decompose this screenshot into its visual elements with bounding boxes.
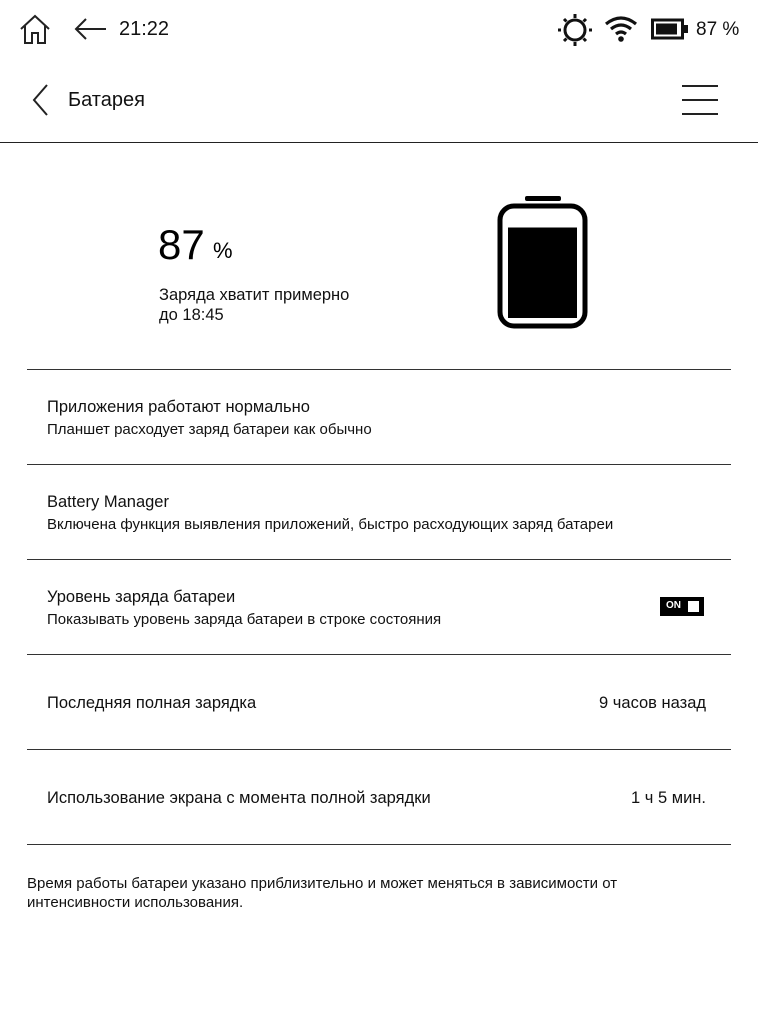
- battery-percent-value: 87: [158, 221, 205, 268]
- toggle-label: ON: [666, 600, 681, 611]
- divider: [27, 844, 731, 845]
- wifi-icon[interactable]: [603, 14, 639, 44]
- list-item-screen-usage: [27, 749, 731, 844]
- battery-manager-subtitle: Включена функция выявления приложений, быстро расходующих заряд батареи: [47, 516, 614, 533]
- menu-icon[interactable]: [680, 83, 720, 117]
- last-full-charge-value: 9 часов назад: [599, 694, 706, 712]
- large-battery-icon: [495, 194, 589, 330]
- battery-summary: [0, 143, 758, 369]
- screen-usage-value: 1 ч 5 мин.: [631, 789, 706, 807]
- clock: 21:22: [119, 18, 170, 40]
- status-bar: [0, 0, 758, 60]
- battery-level-toggle[interactable]: [660, 597, 704, 616]
- battery-estimate-line2: до 18:45: [159, 306, 224, 324]
- apps-status-subtitle: Планшет расходует заряд батареи как обычно: [47, 421, 372, 438]
- battery-level-title: Уровень заряда батареи: [47, 588, 236, 606]
- list-item-battery-manager[interactable]: [27, 464, 731, 559]
- status-battery-percent: 87 %: [696, 19, 740, 40]
- apps-status-title: Приложения работают нормально: [47, 398, 310, 416]
- toggle-knob: [688, 601, 699, 612]
- battery-manager-title: Battery Manager: [47, 493, 169, 511]
- app-bar: [0, 60, 758, 143]
- back-arrow-icon[interactable]: [74, 16, 108, 42]
- battery-percent-symbol: %: [213, 238, 233, 263]
- list-item-apps-status[interactable]: [27, 369, 731, 464]
- frontlight-icon[interactable]: [557, 11, 593, 47]
- battery-estimate-line1: Заряда хватит примерно: [159, 286, 350, 304]
- battery-level-subtitle: Показывать уровень заряда батареи в строке состояния: [47, 611, 442, 628]
- chevron-left-icon[interactable]: [28, 82, 54, 118]
- battery-estimate: [159, 285, 349, 325]
- home-icon[interactable]: [18, 13, 52, 45]
- screen-usage-title: Использование экрана с момента полной зарядки: [47, 789, 431, 807]
- page-title: Батарея: [68, 89, 145, 111]
- list-item-last-full-charge: [27, 654, 731, 749]
- last-full-charge-title: Последняя полная зарядка: [47, 694, 257, 712]
- list-item-battery-level[interactable]: [27, 559, 731, 654]
- battery-icon[interactable]: [651, 18, 689, 40]
- battery-footnote: Время работы батареи указано приблизительно и может меняться в зависимости от интенсивности использования.: [27, 875, 618, 911]
- battery-fill: [508, 228, 577, 319]
